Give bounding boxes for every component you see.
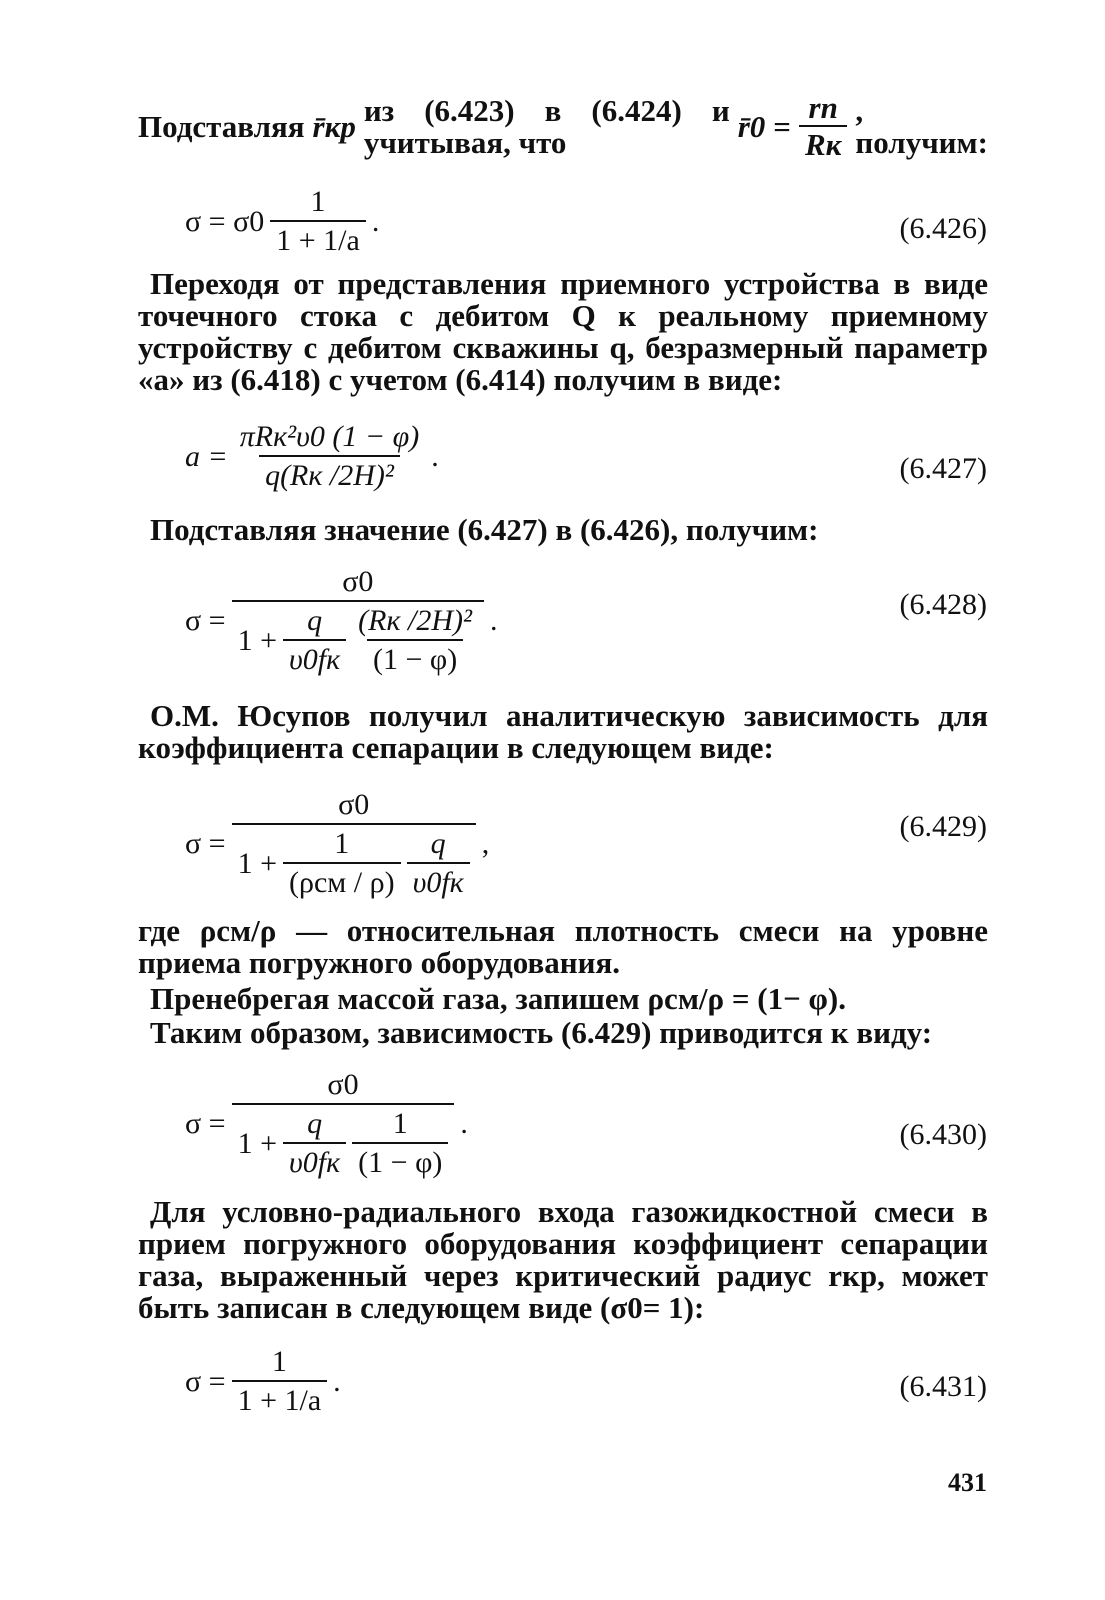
eq430-fraction xyxy=(232,1068,455,1180)
eq428-inner1-denominator: υ0fк xyxy=(283,639,346,677)
equation-6-431 xyxy=(185,1345,341,1418)
eq431-lhs: σ = xyxy=(185,1364,226,1398)
eq430-inner-fraction-1 xyxy=(283,1107,346,1180)
eq427-lhs: a = xyxy=(185,439,228,473)
eq427-numerator: πRк²υ0 (1 − φ) xyxy=(239,420,420,453)
paragraph-8: Для условно-радиального входа газожидкостной смеси в прием погружного оборудования коэффициент сепарации газа, выраженный через критический радиус rкр, может быть записан в следующем виде (σ0= 1): xyxy=(138,1194,988,1325)
p1-fraction-denominator: Rк xyxy=(799,125,847,161)
eq431-denominator: 1 + 1/a xyxy=(232,1380,328,1418)
equation-number-6-429: (6.429) xyxy=(899,810,987,843)
eq428-tail: . xyxy=(490,604,498,637)
eq429-inner2-denominator: υ0fк xyxy=(407,862,470,900)
p1-text-mid: из (6.423) в (6.424) и учитывая, что xyxy=(363,92,730,160)
eq430-lhs: σ = xyxy=(185,1107,226,1140)
eq429-one-plus: 1 + xyxy=(237,846,278,880)
eq429-tail: , xyxy=(481,827,490,860)
eq430-inner2-numerator: 1 xyxy=(392,1107,408,1140)
eq428-one-plus: 1 + xyxy=(237,623,278,657)
eq428-inner2-numerator: (Rк /2H)² xyxy=(358,604,472,637)
equation-6-426 xyxy=(185,185,379,258)
eq430-inner1-numerator: q xyxy=(307,1107,323,1140)
eq428-inner-fraction-1 xyxy=(283,604,346,677)
paragraph-5: где ρсм/ρ — относительная плотность смеси на уровне приема погружного оборудования. xyxy=(138,913,988,980)
eq429-inner-fraction-2 xyxy=(407,827,470,900)
p1-inline-fraction xyxy=(799,92,847,161)
equation-number-6-431: (6.431) xyxy=(899,1370,987,1403)
eq430-tail: . xyxy=(460,1107,468,1140)
eq426-tail: . xyxy=(371,204,380,238)
equation-number-6-430: (6.430) xyxy=(899,1118,987,1151)
eq430-one-plus: 1 + xyxy=(237,1126,278,1160)
eq429-inner-fraction-1 xyxy=(283,827,401,900)
equation-6-430 xyxy=(185,1068,468,1180)
paragraph-6: Пренебрегая массой газа, запишем ρсм/ρ = (1− φ). xyxy=(150,981,846,1016)
eq430-inner1-denominator: υ0fк xyxy=(283,1142,346,1180)
eq431-numerator: 1 xyxy=(271,1345,287,1378)
eq428-denominator xyxy=(232,600,484,677)
eq429-fraction xyxy=(232,788,476,900)
eq430-inner-fraction-2 xyxy=(352,1107,448,1180)
eq426-fraction xyxy=(270,185,366,258)
page-number: 431 xyxy=(948,1468,987,1497)
equation-6-429 xyxy=(185,788,489,900)
eq428-inner2-denominator: (1 − φ) xyxy=(367,639,463,677)
eq428-fraction xyxy=(232,565,484,677)
eq429-lhs: σ = xyxy=(185,827,226,860)
r0-symbol: r̄0 xyxy=(737,108,766,144)
eq428-inner1-numerator: q xyxy=(307,604,323,637)
eq430-numerator: σ0 xyxy=(327,1068,359,1101)
eq430-denominator xyxy=(232,1103,455,1180)
equation-number-6-427: (6.427) xyxy=(899,452,987,485)
equation-6-428 xyxy=(185,565,498,677)
eq426-lhs: σ = σ0 xyxy=(185,204,265,238)
eq431-fraction xyxy=(232,1345,328,1418)
eq429-inner2-numerator: q xyxy=(430,827,446,860)
eq428-lhs: σ = xyxy=(185,604,226,637)
eq429-inner1-denominator: (ρсм / ρ) xyxy=(283,862,401,900)
eq431-tail: . xyxy=(333,1364,341,1398)
equation-number-6-428: (6.428) xyxy=(899,588,987,621)
equation-number-6-426: (6.426) xyxy=(899,212,987,245)
eq429-denominator xyxy=(232,823,476,900)
eq429-numerator: σ0 xyxy=(338,788,370,821)
p1-text-end: , получим: xyxy=(855,92,988,160)
eq426-numerator: 1 xyxy=(310,185,326,218)
eq427-denominator: q(Rк /2H)² xyxy=(259,455,400,493)
p1-fraction-numerator: rп xyxy=(808,90,838,125)
eq430-inner2-denominator: (1 − φ) xyxy=(352,1142,448,1180)
eq426-denominator: 1 + 1/a xyxy=(270,220,366,258)
equation-6-427 xyxy=(185,420,439,493)
eq427-tail: . xyxy=(431,439,439,473)
paragraph-4: О.М. Юсупов получил аналитическую зависимость для коэффициента сепарации в следующем виде: xyxy=(138,698,988,765)
p1-equals: = xyxy=(773,108,791,144)
eq428-inner-fraction-2 xyxy=(352,604,478,677)
eq428-numerator: σ0 xyxy=(342,565,374,598)
r-kr-symbol: r̄кр xyxy=(312,108,356,144)
paragraph-2: Переходя от представления приемного устройства в виде точечного стока с дебитом Q к реальному приемному устройству с дебитом скважины q, безразмерный параметр «a» из (6.418) с учетом (6.414) получим в виде: xyxy=(138,266,988,397)
eq429-inner1-numerator: 1 xyxy=(334,827,350,860)
eq427-fraction xyxy=(234,420,425,493)
paragraph-1 xyxy=(138,92,988,161)
paragraph-7: Таким образом, зависимость (6.429) приводится к виду: xyxy=(150,1015,933,1050)
p1-text-start: Подставляя xyxy=(138,108,305,144)
paragraph-3: Подставляя значение (6.427) в (6.426), получим: xyxy=(150,512,819,547)
